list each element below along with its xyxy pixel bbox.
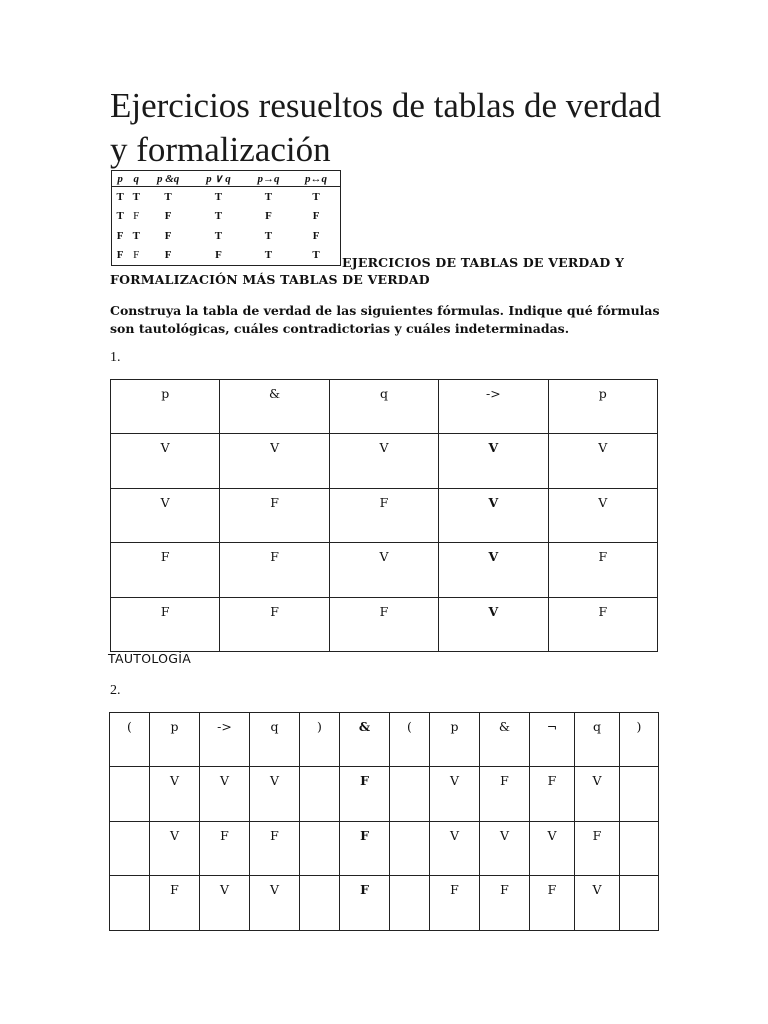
table-cell: p xyxy=(111,380,220,434)
table-header-cell: p ∨ q xyxy=(192,171,245,187)
table-row xyxy=(112,207,341,226)
table-row xyxy=(110,876,659,930)
table-cell: F xyxy=(150,876,200,930)
table-cell: & xyxy=(480,713,530,767)
table-cell xyxy=(110,821,150,875)
table-cell: F xyxy=(430,876,480,930)
table-cell xyxy=(390,767,430,821)
table-cell: F xyxy=(111,543,220,597)
table-cell: V xyxy=(150,767,200,821)
section-heading-line-2: FORMALIZACIÓN MÁS TABLAS DE VERDAD xyxy=(110,272,430,287)
table-cell: F xyxy=(480,876,530,930)
table-cell: F xyxy=(530,767,575,821)
table-cell: T xyxy=(164,191,172,204)
table-cell: F xyxy=(340,876,390,930)
table-cell: F xyxy=(250,821,300,875)
table-cell: F xyxy=(220,488,329,542)
table-cell: T xyxy=(264,249,273,262)
table-cell: F xyxy=(200,821,250,875)
table-cell: p xyxy=(150,713,200,767)
table-cell: V xyxy=(329,543,438,597)
table-cell: F xyxy=(215,249,222,262)
table-cell: F xyxy=(340,767,390,821)
table-cell: V xyxy=(575,767,620,821)
table-cell: V xyxy=(439,434,548,488)
table-header-cell: p→q xyxy=(245,171,292,187)
table-cell: V xyxy=(250,767,300,821)
table-cell: F xyxy=(340,821,390,875)
table-cell: V xyxy=(575,876,620,930)
table-cell: T xyxy=(312,249,320,262)
table-cell: F xyxy=(329,488,438,542)
table-cell xyxy=(620,876,659,930)
table-cell: V xyxy=(430,767,480,821)
table-row xyxy=(112,246,341,266)
table-cell: F xyxy=(530,876,575,930)
table-header-row xyxy=(111,380,658,434)
table-row xyxy=(112,226,341,245)
table-cell xyxy=(110,876,150,930)
table-row xyxy=(111,488,658,542)
table-cell: F xyxy=(133,249,140,262)
table-cell: F xyxy=(548,543,657,597)
table-cell: ( xyxy=(110,713,150,767)
table-cell: T xyxy=(214,191,223,204)
table-cell xyxy=(300,821,340,875)
table-cell: & xyxy=(340,713,390,767)
table-cell: -> xyxy=(439,380,548,434)
table-cell xyxy=(620,767,659,821)
table-cell xyxy=(390,876,430,930)
table-cell: F xyxy=(164,249,172,262)
table-cell xyxy=(300,876,340,930)
table-cell: V xyxy=(548,488,657,542)
table-cell: ) xyxy=(620,713,659,767)
table-cell: V xyxy=(200,876,250,930)
table-cell: F xyxy=(480,767,530,821)
table-row xyxy=(111,434,658,488)
table-cell: F xyxy=(312,229,320,242)
table-cell: T xyxy=(312,191,320,204)
exercise-2-number: 2. xyxy=(110,683,121,698)
table-cell: ) xyxy=(300,713,340,767)
table-header-cell: p xyxy=(112,171,129,187)
table-cell: ( xyxy=(390,713,430,767)
table-row xyxy=(112,187,341,207)
table-cell xyxy=(620,821,659,875)
table-cell: ¬ xyxy=(530,713,575,767)
table-cell: T xyxy=(264,229,273,242)
table-cell: F xyxy=(220,543,329,597)
table-cell: & xyxy=(220,380,329,434)
table-cell: F xyxy=(329,597,438,651)
table-cell: F xyxy=(164,210,172,223)
table-cell: F xyxy=(111,597,220,651)
table-cell: V xyxy=(439,543,548,597)
instructions-paragraph: Construya la tabla de verdad de las siguientes fórmulas. Indique qué fórmulas son tautológicas, cuáles contradictorias y cuáles indeterminadas. xyxy=(110,303,660,336)
table-cell: T xyxy=(214,229,223,242)
table-header-cell: q xyxy=(128,171,144,187)
table-cell: V xyxy=(111,488,220,542)
table-cell: p xyxy=(430,713,480,767)
table-cell: -> xyxy=(200,713,250,767)
table-cell: V xyxy=(200,767,250,821)
table-cell: V xyxy=(439,488,548,542)
table-header-cell: p↔q xyxy=(292,171,340,187)
table-cell: T xyxy=(116,191,124,204)
table-cell: F xyxy=(116,249,124,262)
table-cell: F xyxy=(133,210,140,223)
table-cell: F xyxy=(116,229,124,242)
table-cell: p xyxy=(548,380,657,434)
table-cell: V xyxy=(548,434,657,488)
exercise-1-result: TAUTOLOGÍA xyxy=(108,651,192,666)
table-cell: V xyxy=(439,597,548,651)
table-row xyxy=(111,543,658,597)
table-cell: V xyxy=(220,434,329,488)
table-cell: F xyxy=(220,597,329,651)
table-cell: F xyxy=(575,821,620,875)
table-cell xyxy=(110,767,150,821)
table-cell: F xyxy=(548,597,657,651)
exercise-1-number: 1. xyxy=(110,350,121,365)
table-header-row xyxy=(110,713,659,767)
table-header-row xyxy=(112,171,341,187)
table-cell: F xyxy=(312,210,320,223)
table-row xyxy=(111,597,658,651)
table-cell: V xyxy=(150,821,200,875)
table-cell: V xyxy=(480,821,530,875)
table-cell: q xyxy=(575,713,620,767)
table-cell: T xyxy=(132,229,140,242)
table-cell: V xyxy=(250,876,300,930)
page-title: Ejercicios resueltos de tablas de verdad y formalización xyxy=(110,86,662,169)
table-cell: q xyxy=(329,380,438,434)
truth-table-image xyxy=(111,170,341,266)
table-cell: T xyxy=(132,191,140,204)
table-cell: T xyxy=(264,191,273,204)
table-cell: V xyxy=(430,821,480,875)
table-row xyxy=(110,821,659,875)
table-cell: T xyxy=(214,210,223,223)
table-cell xyxy=(300,767,340,821)
table-cell: V xyxy=(111,434,220,488)
table-cell: F xyxy=(164,229,172,242)
exercise-2-table xyxy=(109,712,659,931)
table-cell: q xyxy=(250,713,300,767)
table-header-cell: p &q xyxy=(144,171,192,187)
table-row xyxy=(110,767,659,821)
exercise-1-table xyxy=(110,379,658,652)
section-heading-line-1: EJERCICIOS DE TABLAS DE VERDAD Y xyxy=(342,255,625,270)
table-cell: V xyxy=(530,821,575,875)
table-cell xyxy=(390,821,430,875)
table-cell: F xyxy=(265,210,272,223)
table-cell: V xyxy=(329,434,438,488)
table-cell: T xyxy=(116,210,124,223)
